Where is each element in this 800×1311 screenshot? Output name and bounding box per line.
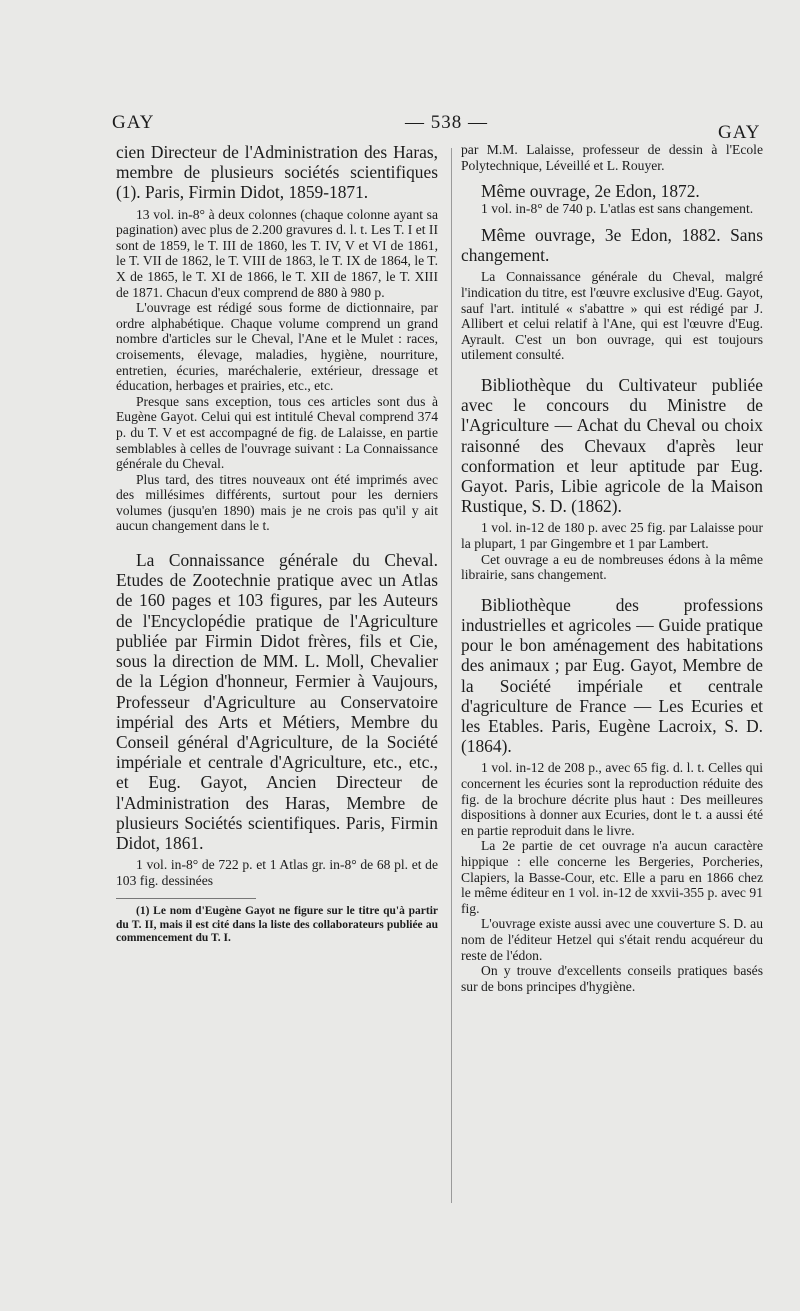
entry-note: Presque sans exception, tous ces articles sont dus à Eugène Gayot. Celui qui est intitulé Cheval comprend 374 p. du T. V et est accompagné de fig. de Lalaisse, en partie semblables à celles de l'ouvrage suivant : La Connaissance générale du Cheval.: [116, 393, 438, 472]
column-divider: [451, 148, 452, 1203]
footnote-rule: [116, 898, 256, 899]
entry-title: Bibliothèque du Cultivateur publiée avec le concours du Ministre de l'Agriculture — Achat du Cheval ou choix raisonné des Chevaux d'après leur conformation et leur aptitude par Eug. Gayot. Paris, Libie agricole de la Maison Rustique, S. D. (1862).: [461, 374, 763, 517]
entry-note: L'ouvrage existe aussi avec une couverture S. D. au nom de l'éditeur Hetzel qui s'était rendu acquéreur du reste de l'édon.: [461, 916, 763, 963]
running-head-left: GAY: [112, 112, 155, 133]
entry-description: 13 vol. in-8° à deux colonnes (chaque colonne ayant sa pagination) avec plus de 2.200 gravures d. l. t. Les T. I et II sont de 1859, le T. III de 1860, les T. IV, V et VI de 1861, le T. VII de 1862, le T. VIII de 1863, le T. IX de 1864, le T. X de 1865, le T. XI de 1866, le T. XII de 1867, le T. XIII de 1871. Chacun d'eux comprend de 880 à 980 p.: [116, 206, 438, 300]
entry-note: Plus tard, des titres nouveaux ont été imprimés avec des millésimes différents, surtout pour les derniers volumes (jusqu'en 1890) mais je ne crois pas qu'il y ait aucun changement dans le t.: [116, 471, 438, 534]
entry-note: La 2e partie de cet ouvrage n'a aucun caractère hippique : elle concerne les Bergeries, Porcheries, Clapiers, la Basse-Cour, etc. Elle a paru en 1866 chez le même éditeur en 1 vol. in-12 de xxvii-355 p. avec 91 fig.: [461, 838, 763, 916]
right-column: [461, 142, 763, 994]
running-head-right: GAY: [718, 122, 761, 143]
entry-title: Même ouvrage, 3e Edon, 1882. Sans changement.: [461, 224, 763, 266]
entry-description: 1 vol. in-8° de 740 p. L'atlas est sans changement.: [481, 201, 754, 217]
page-number: — 538 —: [405, 112, 488, 133]
left-column: [116, 142, 438, 945]
footnote: (1) Le nom d'Eugène Gayot ne figure sur le titre qu'à partir du T. II, mais il est cité dans la liste des collaborateurs publiée au commencement du T. I.: [116, 905, 438, 944]
entry-title: Bibliothèque des professions industrielles et agricoles — Guide pratique pour le bon aménagement des habitations des animaux ; par Eug. Gayot, Membre de la Société impériale et centrale d'agriculture de France — Les Ecuries et les Etables. Paris, Eugène Lacroix, S. D. (1864).: [461, 594, 763, 757]
entry-note: La Connaissance générale du Cheval, malgré l'indication du titre, est l'œuvre exclusive d'Eug. Gayot, sauf l'art. intitulé « s'abattre » qui est rédigé par J. Allibert et celui relatif à l'Ane, qui est l'œuvre d'Eug. Ayrault. C'est un bon ouvrage, qui est toujours utilement consulté.: [461, 269, 763, 363]
entry-title: Même ouvrage, 2e Edon, 1872.: [481, 181, 700, 202]
entry-continued: par M.M. Lalaisse, professeur de dessin à l'Ecole Polytechnique, Léveillé et L. Rouyer.: [461, 142, 763, 173]
entry-description: 1 vol. in-8° de 722 p. et 1 Atlas gr. in-8° de 68 pl. et de 103 fig. dessinées: [116, 857, 438, 888]
entry-description: 1 vol. in-12 de 180 p. avec 25 fig. par Lalaisse pour la plupart, 1 par Gingembre et 1 par Lambert.: [461, 520, 763, 551]
entry-description: 1 vol. in-12 de 208 p., avec 65 fig. d. l. t. Celles qui concernent les écuries sont la reproduction réduite des fig. de la brochure décrite plus haut : Des meilleures dispositions à donner aux Ecuries, dont le t. a aussi été en partie reproduit dans le livre.: [461, 760, 763, 838]
entry-continued: cien Directeur de l'Administration des Haras, membre de plusieurs sociétés scientifiques (1). Paris, Firmin Didot, 1859-1871.: [116, 142, 438, 203]
entry-note: Cet ouvrage a eu de nombreuses édons à la même librairie, sans changement.: [461, 551, 763, 583]
entry-note: L'ouvrage est rédigé sous forme de dictionnaire, par ordre alphabétique. Chaque volume comprend un grand nombre d'articles sur le Cheval, l'Ane et le Mulet : races, croisements, élevage, maladies, hygiène, nourriture, entretien, écuries, maréchalerie, extérieur, dressage et éducation, herbages et prairies, etc., etc.: [116, 300, 438, 394]
entry-title: La Connaissance générale du Cheval. Etudes de Zootechnie pratique avec un Atlas de 160 pages et 103 figures, par les Auteurs de l'Encyclopédie pratique de l'Agriculture publiée par Firmin Didot frères, fils et Cie, sous la direction de MM. L. Moll, Chevalier de la Légion d'honneur, Fermier à Vaujours, Professeur d'Agriculture au Conservatoire impérial des Arts et Métiers, Membre du Conseil général d'Agriculture, de la Société impériale et centrale d'Agriculture, etc., etc., et Eug. Gayot, Ancien Directeur de l'Administration des Haras, Membre de plusieurs Sociétés scientifiques. Paris, Firmin Didot, 1861.: [116, 550, 438, 853]
entry-note: On y trouve d'excellents conseils pratiques basés sur de bons principes d'hygiène.: [461, 963, 763, 994]
